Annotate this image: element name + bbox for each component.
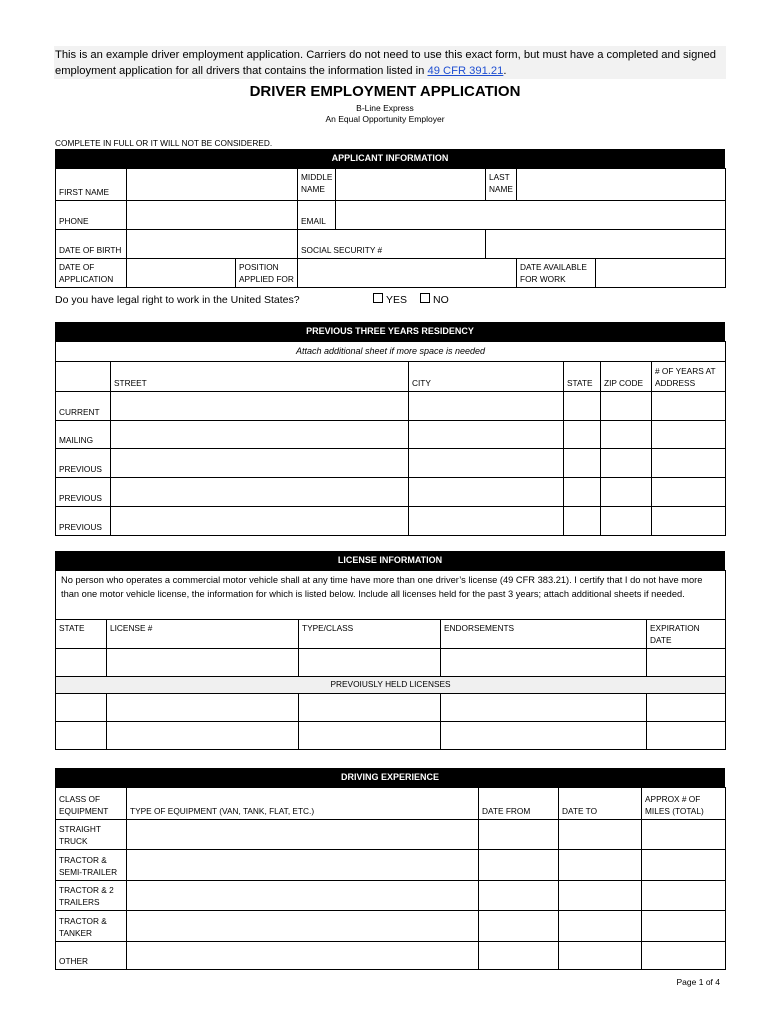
company-name: B-Line Express	[356, 103, 414, 113]
residency-corner	[56, 362, 111, 392]
middle-name-field[interactable]	[336, 169, 486, 201]
position-field[interactable]	[298, 259, 517, 288]
cell[interactable]	[642, 911, 726, 942]
date-available-label: DATE AVAILABLE FOR WORK	[517, 259, 596, 288]
first-name-label: FIRST NAME	[56, 169, 127, 201]
cell[interactable]	[559, 850, 642, 881]
cell[interactable]	[107, 694, 299, 722]
cell[interactable]	[299, 722, 441, 750]
cell[interactable]	[409, 478, 564, 507]
cell[interactable]	[107, 649, 299, 677]
date-application-label: DATE OF APPLICATION	[56, 259, 127, 288]
page-title: DRIVER EMPLOYMENT APPLICATION	[249, 83, 521, 100]
yes-checkbox[interactable]	[373, 293, 383, 303]
cfr-link[interactable]: 49 CFR 391.21	[427, 65, 504, 77]
col-zip: ZIP CODE	[601, 362, 652, 392]
cell[interactable]	[564, 421, 601, 449]
lic-col-state: STATE	[56, 620, 107, 649]
cell[interactable]	[642, 820, 726, 850]
cell[interactable]	[479, 881, 559, 911]
email-field[interactable]	[336, 201, 726, 230]
cell[interactable]	[564, 392, 601, 421]
lic-col-endorsements: ENDORSEMENTS	[441, 620, 647, 649]
cell[interactable]	[56, 694, 107, 722]
exp-row-semi: TRACTOR & SEMI-TRAILER	[56, 850, 127, 881]
dob-label: DATE OF BIRTH	[56, 230, 127, 259]
email-label: EMAIL	[298, 201, 336, 230]
cell[interactable]	[111, 449, 409, 478]
exp-col-from: DATE FROM	[479, 788, 559, 820]
cell[interactable]	[601, 421, 652, 449]
cell[interactable]	[127, 911, 479, 942]
cell[interactable]	[441, 649, 647, 677]
dob-field[interactable]	[127, 230, 298, 259]
lic-col-type: TYPE/CLASS	[299, 620, 441, 649]
cell[interactable]	[601, 449, 652, 478]
cell[interactable]	[479, 820, 559, 850]
license-table	[55, 570, 726, 750]
license-statement: No person who operates a commercial motor vehicle shall at any time have more than one driver’s license (49 CFR 383.21). I certify that I do not have more than one motor vehicle license, the information for which is listed below. Include all licenses held for the past 3 years; attach additional sheets if needed.	[56, 571, 726, 620]
row-previous-3: PREVIOUS	[56, 507, 111, 536]
residency-heading: PREVIOUS THREE YEARS RESIDENCY	[55, 322, 725, 341]
residency-table	[55, 341, 726, 536]
cell[interactable]	[601, 392, 652, 421]
phone-field[interactable]	[127, 201, 298, 230]
residency-note: Attach additional sheet if more space is needed	[56, 342, 726, 362]
row-previous-2: PREVIOUS	[56, 478, 111, 507]
cell[interactable]	[56, 649, 107, 677]
cell[interactable]	[479, 942, 559, 970]
cell[interactable]	[441, 722, 647, 750]
no-checkbox[interactable]	[420, 293, 430, 303]
cell[interactable]	[559, 942, 642, 970]
cell[interactable]	[479, 911, 559, 942]
cell[interactable]	[652, 449, 726, 478]
yes-option[interactable]	[373, 293, 407, 306]
cell[interactable]	[559, 820, 642, 850]
position-label: POSITION APPLIED FOR	[236, 259, 298, 288]
cell[interactable]	[647, 694, 726, 722]
cell[interactable]	[564, 478, 601, 507]
col-street: STREET	[111, 362, 409, 392]
ssn-field[interactable]	[486, 230, 726, 259]
exp-row-other: OTHER	[56, 942, 127, 970]
cell[interactable]	[652, 507, 726, 536]
cell[interactable]	[409, 421, 564, 449]
cell[interactable]	[564, 449, 601, 478]
row-mailing: MAILING	[56, 421, 111, 449]
cell[interactable]	[642, 881, 726, 911]
no-label: NO	[433, 294, 449, 306]
cell[interactable]	[601, 507, 652, 536]
cell[interactable]	[299, 694, 441, 722]
lic-col-number: LICENSE #	[107, 620, 299, 649]
instruction-text: COMPLETE IN FULL OR IT WILL NOT BE CONSIDERED.	[55, 138, 273, 148]
cell[interactable]	[642, 942, 726, 970]
cell[interactable]	[409, 449, 564, 478]
notice-text: This is an example driver employment application. Carriers do not need to use this exact form, but must have a completed and signed employment application for all drivers that contains the information listed in	[55, 49, 717, 77]
cell[interactable]	[652, 392, 726, 421]
cell[interactable]	[652, 421, 726, 449]
previously-held-label: PREVOIUSLY HELD LICENSES	[56, 677, 726, 694]
cell[interactable]	[441, 694, 647, 722]
last-name-label: LAST NAME	[486, 169, 517, 201]
no-option[interactable]	[420, 293, 449, 306]
exp-col-to: DATE TO	[559, 788, 642, 820]
cell[interactable]	[559, 911, 642, 942]
company-tagline: An Equal Opportunity Employer	[325, 114, 445, 124]
cell[interactable]	[564, 507, 601, 536]
phone-label: PHONE	[56, 201, 127, 230]
license-heading: LICENSE INFORMATION	[55, 551, 725, 570]
cell[interactable]	[647, 649, 726, 677]
col-state: STATE	[564, 362, 601, 392]
cell[interactable]	[127, 850, 479, 881]
cell[interactable]	[299, 649, 441, 677]
first-name-field[interactable]	[127, 169, 298, 201]
date-available-field[interactable]	[596, 259, 726, 288]
yes-label: YES	[386, 294, 408, 306]
middle-name-label: MIDDLE NAME	[298, 169, 336, 201]
applicant-table	[55, 168, 726, 288]
cell[interactable]	[111, 478, 409, 507]
exp-col-miles: APPROX # OF MILES (TOTAL)	[642, 788, 726, 820]
cell[interactable]	[56, 722, 107, 750]
cell[interactable]	[409, 392, 564, 421]
col-city: CITY	[409, 362, 564, 392]
exp-col-class: CLASS OF EQUIPMENT	[56, 788, 127, 820]
cell[interactable]	[127, 820, 479, 850]
ssn-label: SOCIAL SECURITY #	[298, 230, 486, 259]
cell[interactable]	[107, 722, 299, 750]
date-application-field[interactable]	[127, 259, 236, 288]
exp-col-type: TYPE OF EQUIPMENT (VAN, TANK, FLAT, ETC.)	[127, 788, 479, 820]
experience-table	[55, 787, 726, 970]
last-name-field[interactable]	[517, 169, 726, 201]
cell[interactable]	[111, 392, 409, 421]
exp-row-tanker: TRACTOR & TANKER	[56, 911, 127, 942]
cell[interactable]	[642, 850, 726, 881]
experience-heading: DRIVING EXPERIENCE	[55, 768, 725, 787]
cell[interactable]	[647, 722, 726, 750]
cell[interactable]	[127, 942, 479, 970]
exp-row-two-trailers: TRACTOR & 2 TRAILERS	[56, 881, 127, 911]
col-years: # OF YEARS AT ADDRESS	[652, 362, 726, 392]
cell[interactable]	[652, 478, 726, 507]
notice-banner	[54, 46, 726, 79]
cell[interactable]	[111, 507, 409, 536]
applicant-heading: APPLICANT INFORMATION	[55, 149, 725, 168]
cell[interactable]	[111, 421, 409, 449]
row-current: CURRENT	[56, 392, 111, 421]
cell[interactable]	[479, 850, 559, 881]
legal-question: Do you have legal right to work in the United States?	[55, 294, 300, 306]
lic-col-expiration: EXPIRATION DATE	[647, 620, 726, 649]
page-number: Page 1 of 4	[676, 977, 720, 987]
cell[interactable]	[559, 881, 642, 911]
cell[interactable]	[127, 881, 479, 911]
row-previous-1: PREVIOUS	[56, 449, 111, 478]
cell[interactable]	[409, 507, 564, 536]
exp-row-straight-truck: STRAIGHT TRUCK	[56, 820, 127, 850]
notice-end: .	[503, 65, 507, 77]
cell[interactable]	[601, 478, 652, 507]
